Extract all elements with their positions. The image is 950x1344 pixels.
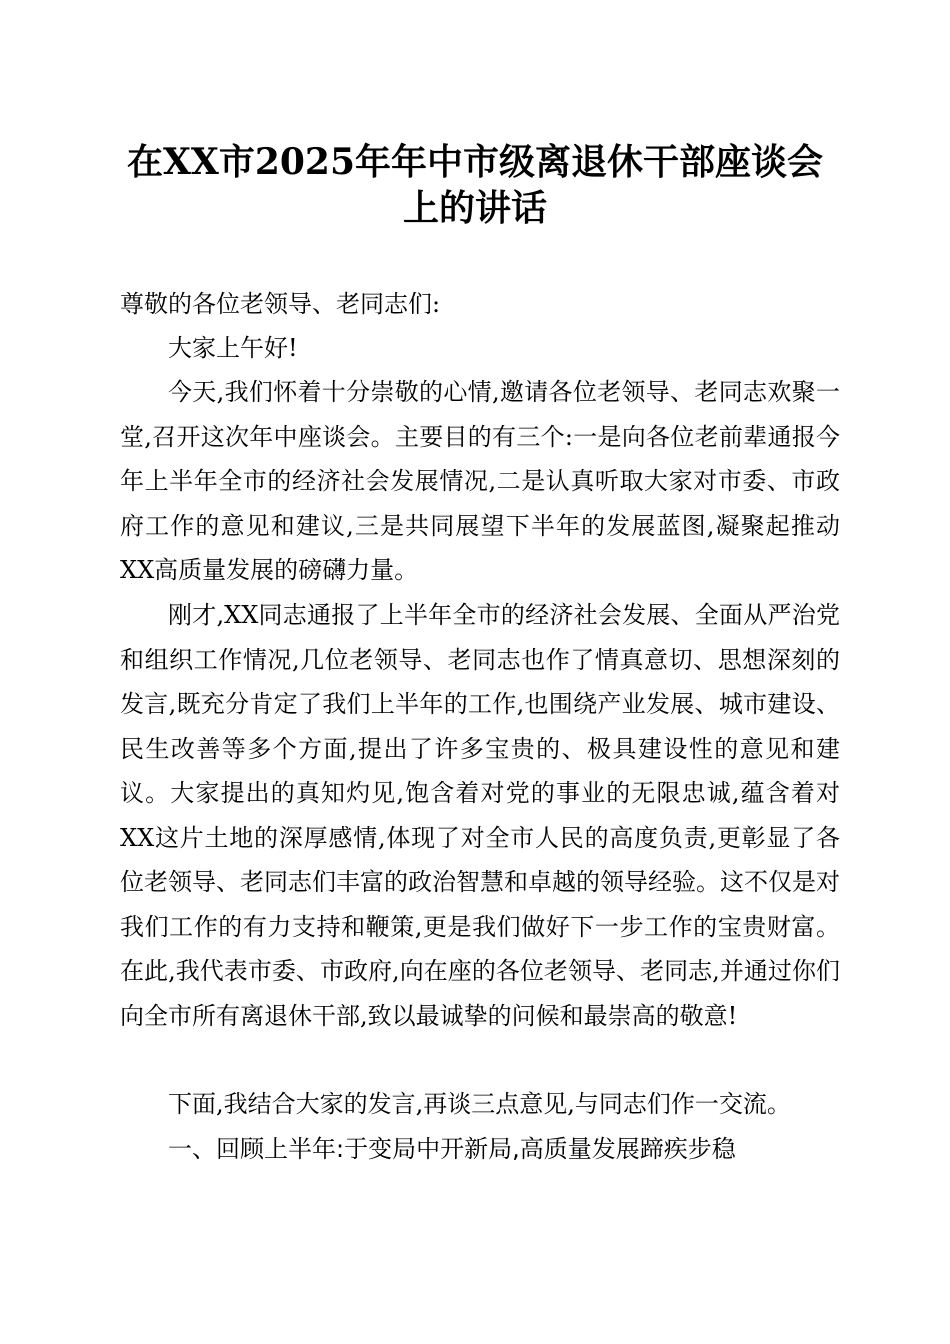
section-heading: 一、回顾上半年:于变局中开新局,高质量发展蹄疾步稳	[168, 1135, 736, 1163]
paragraph-purpose: 今天,我们怀着十分崇敬的心情,邀请各位老领导、老同志欢聚一堂,召开这次年中座谈会。主要目的有三个:一是向各位老前辈通报今年上半年全市的经济社会发展情况,二是认真听取大家对市委、市政府工作的意见和建议,三是共同展望下半年的发展蓝图,凝聚起推动XX高质量发展的磅礴力量。	[120, 378, 840, 584]
document-title-line-2: 上的讲话	[402, 187, 547, 229]
greeting: 大家上午好!	[168, 334, 298, 362]
salutation: 尊敬的各位老领导、老同志们:	[120, 290, 441, 318]
paragraph-transition: 下面,我结合大家的发言,再谈三点意见,与同志们作一交流。	[168, 1090, 791, 1118]
paragraph-acknowledgement: 刚才,XX同志通报了上半年全市的经济社会发展、全面从严治党和组织工作情况,几位老领导、老同志也作了情真意切、思想深刻的发言,既充分肯定了我们上半年的工作,也围绕产业发展、城市建设、民生改善等多个方面,提出了许多宝贵的、极具建设性的意见和建议。大家提出的真知灼见,饱含着对党的事业的无限忠诚,蕴含着对XX这片土地的深厚感情,体现了对全市人民的高度负责,更彰显了各位老领导、老同志们丰富的政治智慧和卓越的领导经验。这不仅是对我们工作的有力支持和鞭策,更是我们做好下一步工作的宝贵财富。在此,我代表市委、市政府,向在座的各位老领导、老同志,并通过你们向全市所有离退休干部,致以最诚挚的问候和最崇高的敬意!	[120, 601, 840, 1030]
document-title-line-1: 在XX市2025年年中市级离退休干部座谈会	[126, 141, 824, 183]
